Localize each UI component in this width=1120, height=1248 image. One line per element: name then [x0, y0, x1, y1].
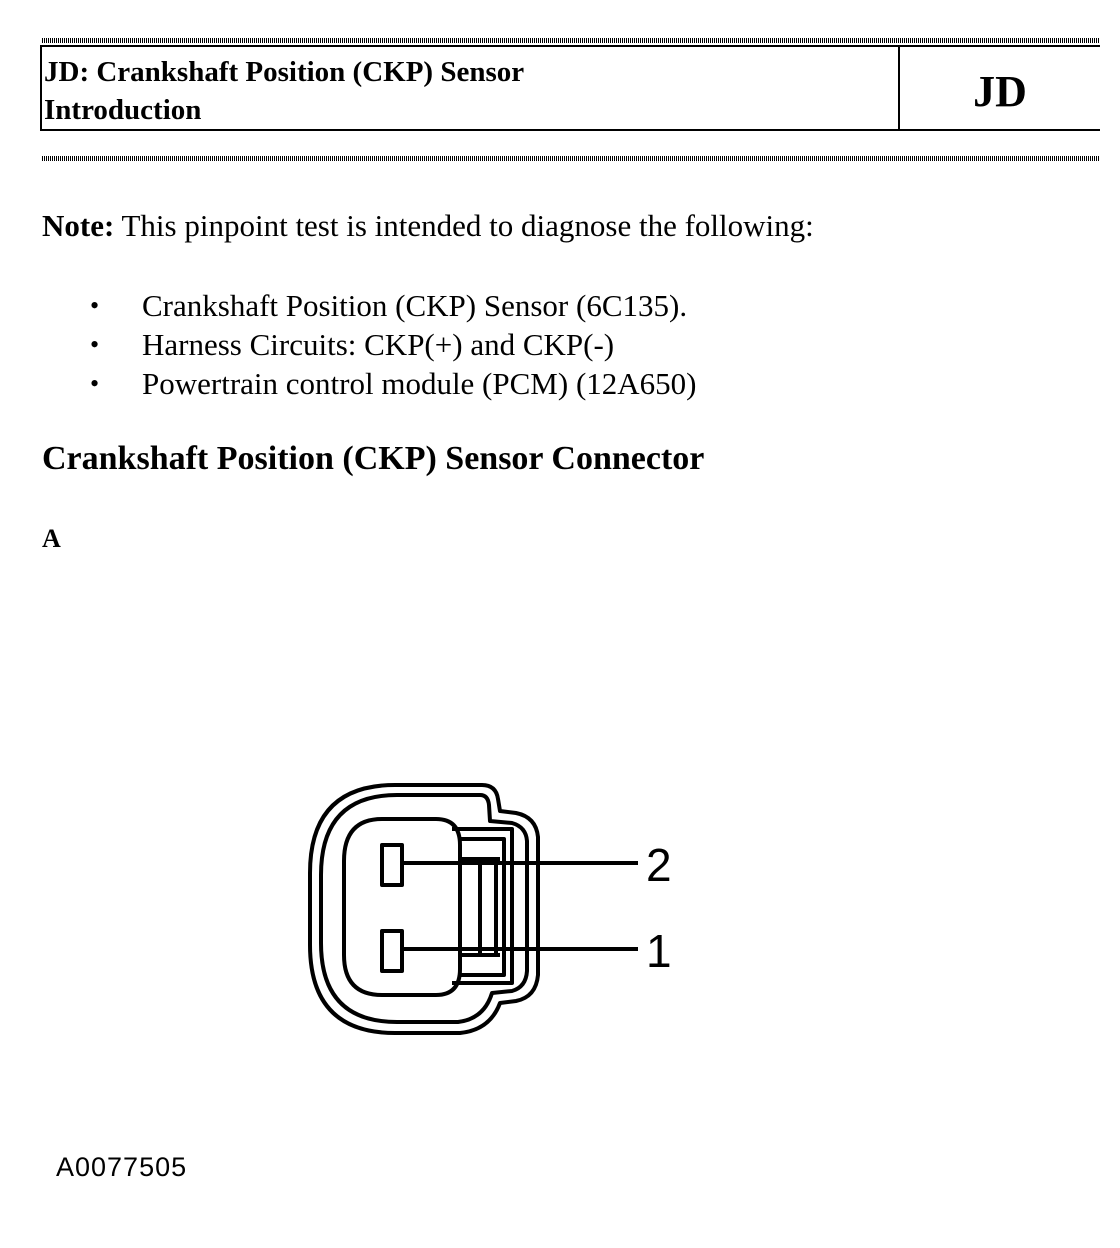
- pin-2-terminal: [382, 845, 402, 885]
- header-title-line2: Introduction: [44, 94, 202, 126]
- header-box: [40, 45, 1100, 131]
- note-label: Note:: [42, 208, 115, 243]
- bottom-divider: [42, 156, 1100, 161]
- note-text: This pinpoint test is intended to diagnose the following:: [114, 208, 814, 243]
- section-title: Crankshaft Position (CKP) Sensor Connector: [42, 440, 705, 477]
- list-item: • Crankshaft Position (CKP) Sensor (6C135).: [42, 286, 696, 325]
- list-item: • Harness Circuits: CKP(+) and CKP(-): [42, 325, 696, 364]
- header-title: [42, 47, 900, 129]
- header-code: JD: [973, 66, 1027, 116]
- figure-id: A0077505: [56, 1152, 188, 1182]
- pin-1-terminal: [382, 931, 402, 971]
- diagnosis-list: [42, 286, 696, 403]
- pin-2-label: 2: [646, 839, 672, 891]
- top-divider: [42, 38, 1100, 43]
- list-item: • Powertrain control module (PCM) (12A650): [42, 364, 696, 403]
- pin-1-label: 1: [646, 925, 672, 977]
- connector-diagram: [300, 775, 700, 1045]
- figure-label: A: [42, 524, 61, 553]
- note-paragraph: [42, 208, 814, 244]
- header-title-line1: JD: Crankshaft Position (CKP) Sensor: [44, 56, 525, 88]
